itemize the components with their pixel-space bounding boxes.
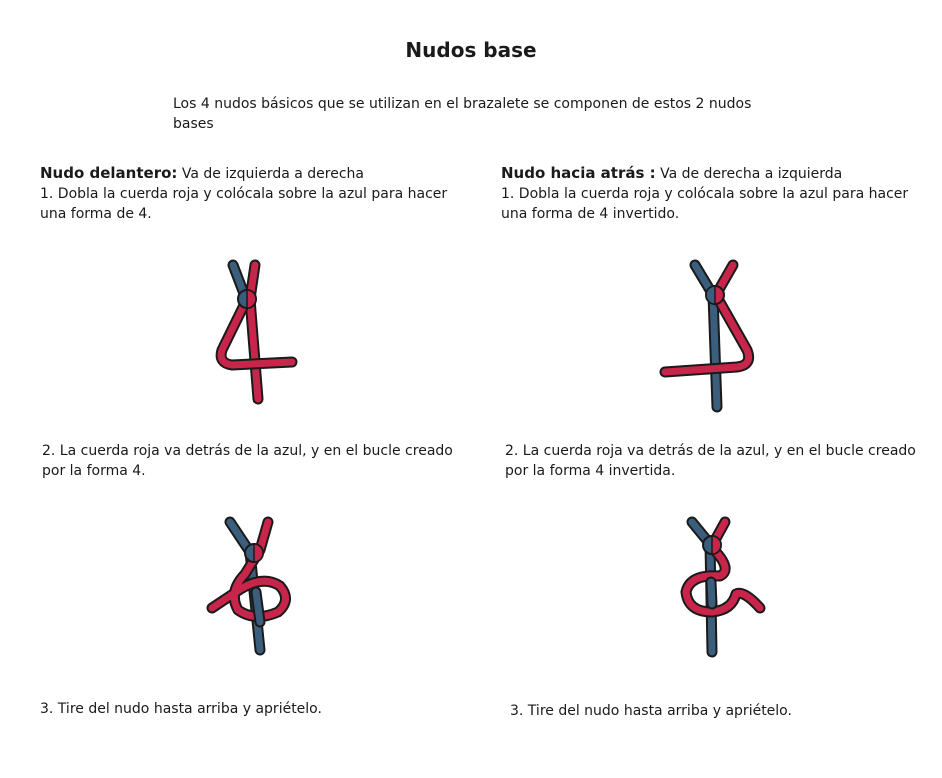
backward-knot-section: [501, 163, 926, 224]
forward-knot-direction: Va de izquierda a derecha: [177, 166, 364, 182]
backward-knot-direction: Va de derecha a izquierda: [655, 166, 843, 182]
backward-knot-step-2: 2. La cuerda roja va detrás de la azul, y en el bucle creado por la forma 4 invertida.: [505, 443, 916, 479]
backward-knot-step2-illustration: [670, 512, 770, 662]
backward-knot-step1-illustration: [655, 255, 770, 415]
forward-knot-step1-illustration: [200, 255, 310, 410]
backward-knot-heading: [501, 163, 926, 184]
forward-knot-title: Nudo delantero:: [40, 164, 178, 182]
forward-knot-heading: [40, 163, 470, 184]
page-title: Nudos base: [405, 38, 537, 62]
forward-knot-step-1: 1. Dobla la cuerda roja y colócala sobre la azul para hacer una forma de 4.: [40, 186, 448, 222]
backward-knot-step-1: 1. Dobla la cuerda roja y colócala sobre la azul para hacer una forma de 4 invertido.: [501, 186, 909, 222]
backward-knot-step-3: 3. Tire del nudo hasta arriba y apriételo.: [510, 703, 792, 719]
forward-knot-step-3: 3. Tire del nudo hasta arriba y apriételo.: [40, 701, 322, 717]
intro-text: Los 4 nudos básicos que se utilizan en el brazalete se componen de estos 2 nudos bases: [173, 96, 752, 132]
forward-knot-step2-illustration: [200, 512, 300, 662]
forward-knot-section: [40, 163, 470, 224]
backward-knot-title: Nudo hacia atrás :: [501, 164, 656, 182]
forward-knot-step-2: 2. La cuerda roja va detrás de la azul, y en el bucle creado por la forma 4.: [42, 443, 453, 479]
